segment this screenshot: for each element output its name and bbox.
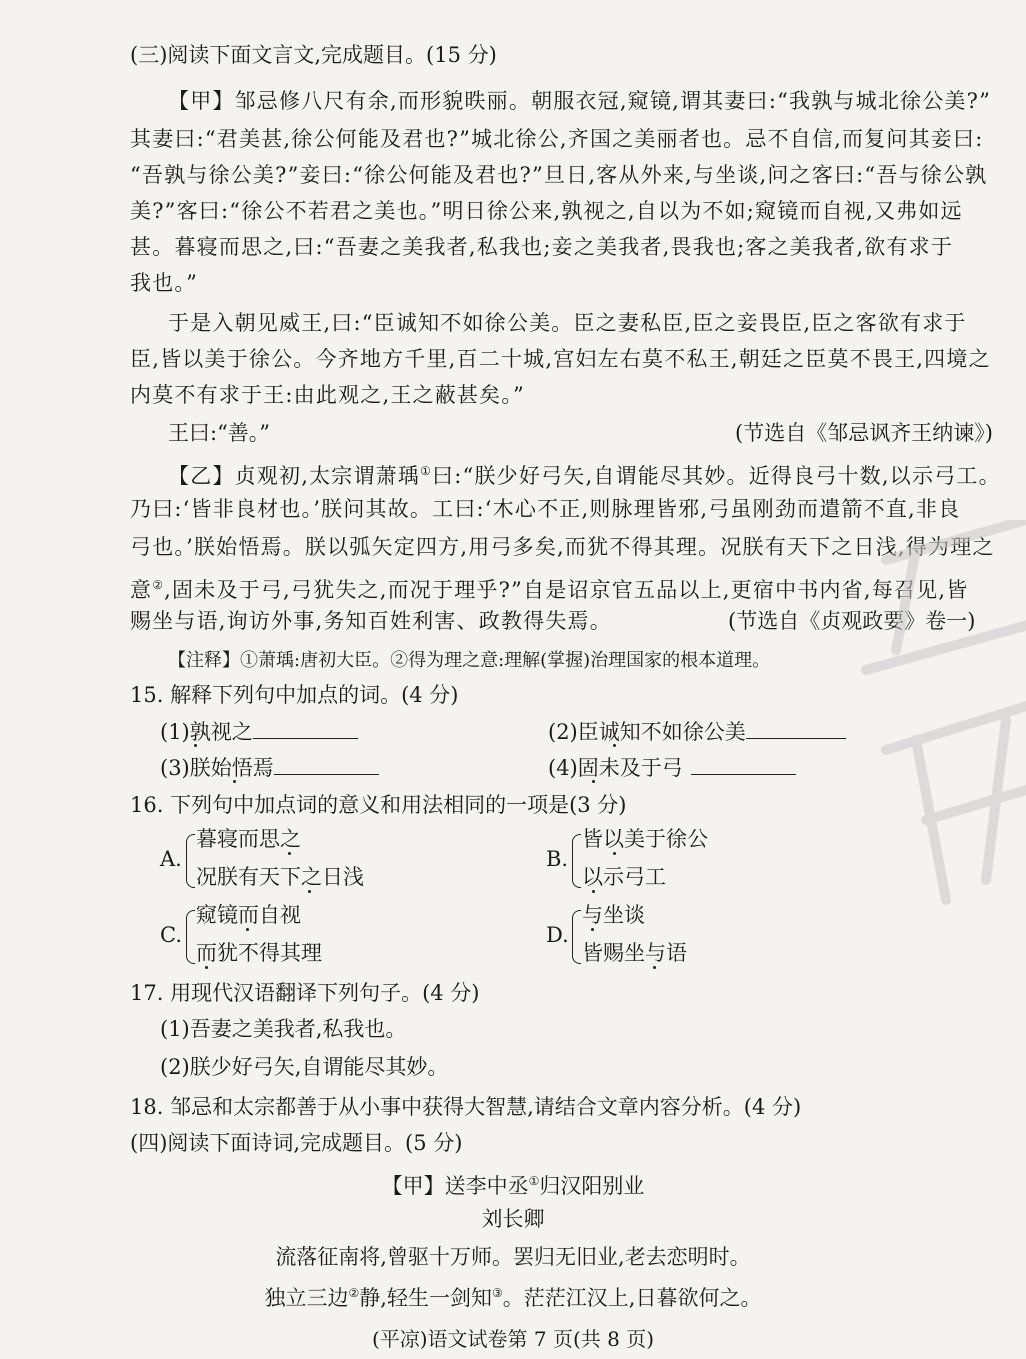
page-footer: (平凉)语文试卷第 7 页(共 8 页) [371, 1327, 655, 1351]
section4-heading: (四)阅读下面诗词,完成题目。(5 分) [130, 1131, 463, 1155]
q16-option-b-line2: 以示弓工 [582, 865, 666, 889]
poem-line-2 [0, 1280, 1026, 1311]
emphasis-dot [613, 852, 616, 855]
emphasis-dot [288, 852, 291, 855]
q16-option-c-line2: 而犹不得其理 [196, 941, 322, 965]
emphasis-dot [246, 928, 249, 931]
q15-item-3-text: (3)朕始悟焉 [160, 756, 274, 780]
q16-option-b-label[interactable]: B. [546, 847, 569, 871]
yi-line-2: 乃曰:‘皆非良材也。’朕问其故。工曰:‘木心不正,则脉理皆邪,弓虽刚劲而遣箭不直,非良 [130, 497, 961, 521]
yi-line-1-post: 曰:“朕少好弓矢,自谓能尽其妙。近得良弓十数,以示弓工。 [432, 464, 1001, 488]
poem-line-2-b: 静,轻生一剑知 [359, 1286, 492, 1310]
jia-line-1: 【甲】邹忌修八尺有余,而形貌昳丽。朝服衣冠,窥镜,谓其妻曰:“我孰与城北徐公美?” [168, 89, 992, 113]
poem-author: 刘长卿 [481, 1207, 545, 1231]
q16-option-a-line2: 况朕有天下之日浅 [196, 865, 364, 889]
q15-blank-3[interactable] [274, 754, 379, 775]
q17-stem: 17. 用现代汉语翻译下列句子。(4 分) [130, 981, 480, 1005]
q17-item-1: (1)吾妻之美我者,私我也。 [160, 1017, 407, 1041]
poem-title-note: ① [528, 1174, 540, 1188]
yi-line-3: 弓也。’朕始悟焉。朕以弧矢定四方,用弓多矣,而犹不得其理。况朕有天下之日浅,得为理之 [130, 535, 995, 559]
q15-stem: 15. 解释下列句中加点的词。(4 分) [130, 683, 459, 707]
brace-icon [572, 834, 581, 888]
emphasis-dot [194, 744, 197, 747]
q16-option-d-line1: 与坐谈 [582, 903, 645, 927]
q15-item-3 [160, 754, 379, 781]
jia-line-6: 我也。” [130, 271, 199, 295]
emphasis-dot [653, 966, 656, 969]
emphasis-dot [308, 890, 311, 893]
emphasis-dot [233, 780, 236, 783]
q15-item-2 [548, 718, 846, 745]
jia-p2-line-2: 臣,皆以美于徐公。今齐地方千里,百二十城,宫妇左右莫不私王,朝廷之臣莫不畏王,四境之 [130, 347, 991, 371]
annotation: 【注释】①萧瑀:唐初大臣。②得为理之意:理解(掌握)治理国家的根本道理。 [168, 650, 771, 671]
jia-p2-line-1: 于是入朝见威王,曰:“臣诚知不如徐公美。臣之妻私臣,臣之妾畏臣,臣之客欲有求于 [168, 311, 967, 335]
brace-icon [186, 834, 195, 888]
q16-option-c-line1: 窥镜而自视 [196, 903, 301, 927]
jia-line-2: 其妻曰:“君美甚,徐公何能及君也?”城北徐公,齐国之美丽者也。忌不自信,而复问其妾曰: [130, 127, 984, 151]
yi-source: (节选自《贞观政要》卷一) [728, 609, 976, 633]
q16-option-d-label[interactable]: D. [546, 923, 569, 947]
poem-line-2-c: 。茫茫江汉上,日暮欲何之。 [502, 1286, 762, 1310]
yi-line-5: 赐坐与语,询访外事,务知百姓利害、政教得失焉。 [130, 609, 612, 633]
poem-title-post: 归汉阳别业 [539, 1174, 645, 1198]
q16-option-d-line2: 皆赐坐与语 [582, 941, 687, 965]
q16-stem: 16. 下列句中加点词的意义和用法相同的一项是(3 分) [130, 793, 627, 817]
poem-line-1: 流落征南将,曾驱十万师。罢归无旧业,老去恋明时。 [275, 1245, 751, 1269]
emphasis-dot [613, 744, 616, 747]
poem-note-2: ② [348, 1286, 360, 1300]
yi-line-1-pre: 【乙】贞观初,太宗谓萧瑀 [168, 464, 421, 488]
jia-line-3: “吾孰与徐公美?”妾曰:“徐公何能及君也?”旦日,客从外来,与坐谈,问之客曰:“吾与徐公孰 [130, 163, 988, 187]
q15-blank-1[interactable] [253, 718, 358, 739]
yi-line-4-pre: 意 [130, 578, 153, 602]
brace-icon [186, 910, 195, 964]
jia-source: (节选自《邹忌讽齐王纳谏》) [735, 421, 993, 445]
q15-item-1-text: (1)孰视之 [160, 720, 253, 744]
q17-item-2: (2)朕少好弓矢,自谓能尽其妙。 [160, 1055, 449, 1079]
yi-line-4-post: ,固未及于弓,弓犹失之,而况于理乎?”自是诏京官五品以上,更宿中书内省,每召见,皆 [164, 578, 969, 602]
poem-title-pre: 【甲】送李中丞 [381, 1174, 529, 1198]
emphasis-dot [591, 928, 594, 931]
section3-heading: (三)阅读下面文言文,完成题目。(15 分) [130, 43, 497, 67]
emphasis-dot [592, 890, 595, 893]
q15-item-2-text: (2)臣诚知不如徐公美 [548, 720, 746, 744]
yi-note-2: ② [152, 578, 165, 592]
q18-stem: 18. 邹忌和太宗都善于从小事中获得大智慧,请结合文章内容分析。(4 分) [130, 1095, 802, 1119]
yi-note-1: ① [420, 464, 433, 478]
jia-line-4: 美?”客曰:“徐公不若君之美也。”明日徐公来,孰视之,自以为不如;窥镜而自视,又弗如远 [130, 199, 963, 223]
poem-title [0, 1168, 1026, 1199]
q16-option-a-label[interactable]: A. [160, 847, 182, 871]
yi-line-1 [168, 458, 1001, 489]
jia-p2-line-3: 内莫不有求于王:由此观之,王之蔽甚矣。” [130, 383, 525, 407]
jia-p3: 王曰:“善。” [168, 421, 271, 445]
brace-icon [572, 910, 581, 964]
q15-item-1 [160, 718, 358, 745]
q16-option-b-line1: 皆以美于徐公 [582, 827, 708, 851]
q16-option-c-label[interactable]: C. [160, 923, 182, 947]
emphasis-dot [592, 780, 595, 783]
q15-item-4-text: (4)固未及于弓 [548, 756, 683, 780]
emphasis-dot [205, 966, 208, 969]
jia-line-5: 甚。暮寝而思之,曰:“吾妻之美我者,私我也;妾之美我者,畏我也;客之美我者,欲有求于 [130, 235, 954, 259]
poem-line-2-a: 独立三边 [264, 1286, 349, 1310]
q15-item-4 [548, 754, 796, 781]
poem-note-3: ③ [492, 1286, 503, 1300]
q15-blank-4[interactable] [691, 754, 796, 775]
watermark-icon [826, 520, 1026, 920]
q16-option-a-line1: 暮寝而思之 [196, 827, 301, 851]
